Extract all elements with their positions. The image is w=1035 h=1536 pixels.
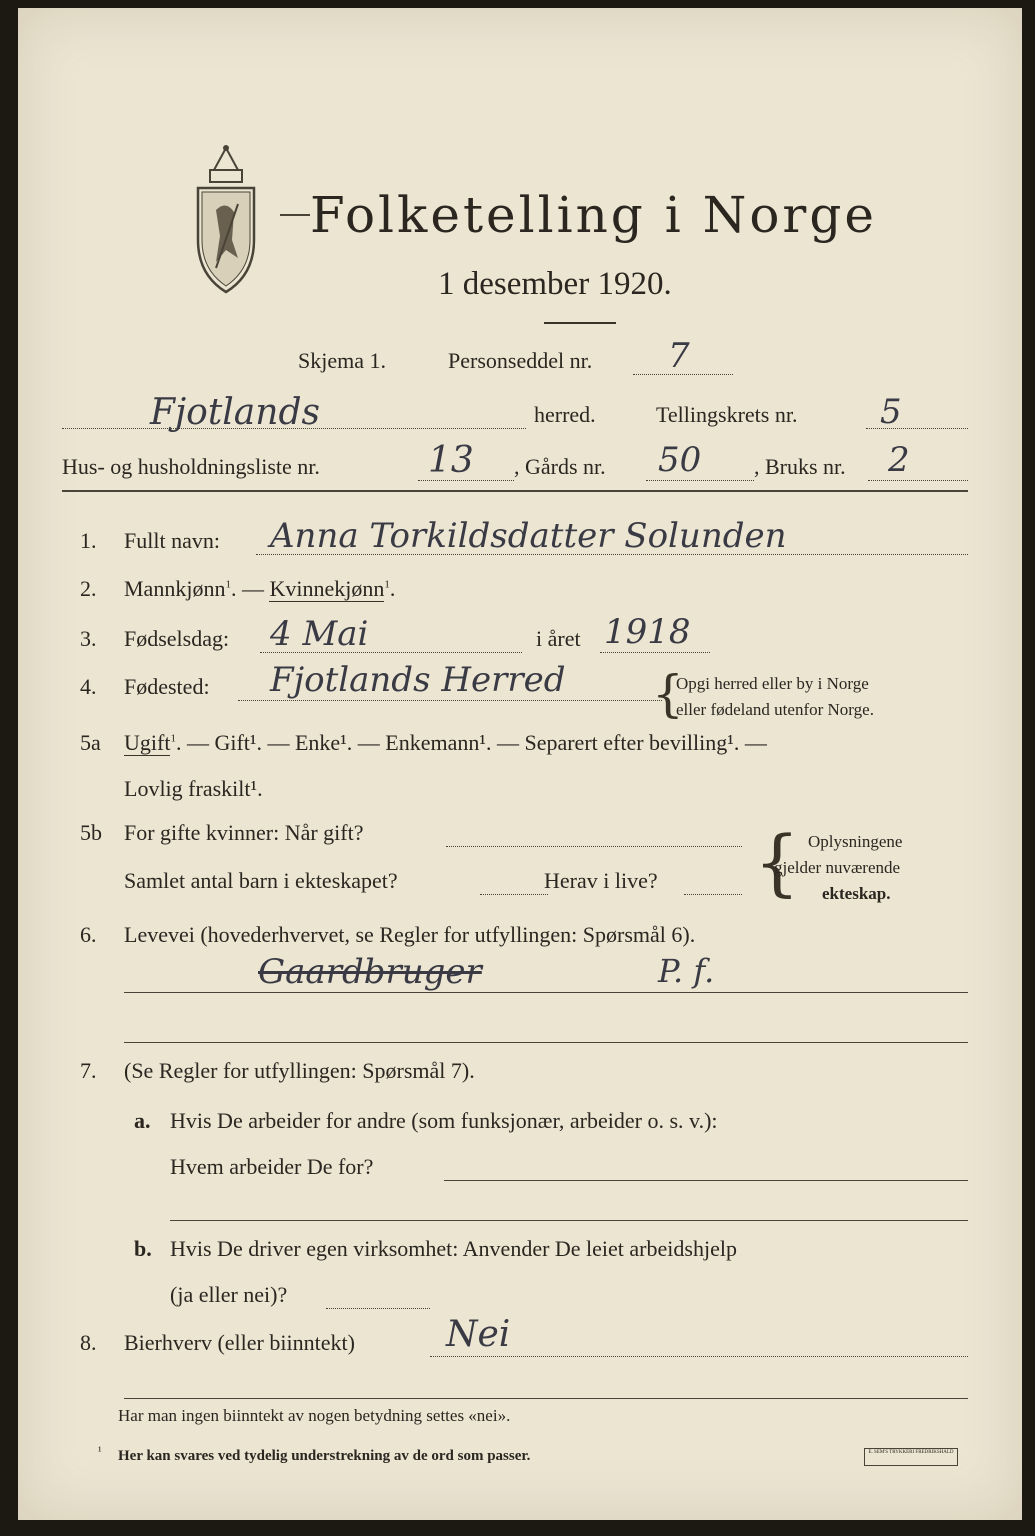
q7a-line-2: [170, 1220, 968, 1221]
q4-line: [238, 700, 662, 701]
q5b-alive-line: [684, 894, 742, 895]
hus-value: 13: [428, 440, 474, 481]
q5b-label-2: Samlet antal barn i ekteskapet?: [124, 868, 398, 893]
q8-line-2: [124, 1398, 968, 1399]
q5b-children-line: [480, 894, 548, 895]
footnote: Her kan svares ved tydelig understrekning av de ord som passer.: [118, 1448, 531, 1464]
q6-number: 6.: [80, 922, 97, 947]
tellingskrets-value: 5: [880, 392, 902, 432]
schema-label: Skjema 1.: [298, 348, 386, 373]
header-rule: [62, 490, 968, 492]
gards-label: , Gårds nr.: [514, 454, 606, 479]
q7-label: (Se Regler for utfyllingen: Spørsmål 7).: [124, 1058, 475, 1083]
q3-year-label: i året: [536, 626, 581, 651]
q5b-number: 5b: [80, 820, 102, 845]
census-form-page: [18, 8, 1022, 1520]
q4-brace: {: [652, 665, 684, 723]
q7b-line: [326, 1308, 430, 1309]
q8-line: [430, 1356, 968, 1357]
q7a-label-2: Hvem arbeider De for?: [170, 1154, 374, 1179]
q6-line-2: [124, 1042, 968, 1043]
q3-number: 3.: [80, 626, 97, 651]
q7a-label: Hvis De arbeider for andre (som funksjonær, arbeider o. s. v.):: [170, 1108, 718, 1133]
q2-options: Mannkjønn$^1$. — Kvinnekjønn$^1$.: [124, 576, 396, 601]
q5b-note-2: gjelder nuværende: [774, 858, 901, 877]
q5a-ugift-selected: Ugift: [124, 730, 171, 755]
bruks-value: 2: [888, 440, 910, 480]
q1-value: Anna Torkildsdatter Solunden: [270, 516, 787, 556]
footnote-number: ¹: [98, 1444, 102, 1458]
q5b-note-1: Oplysningene: [808, 832, 903, 851]
q6-value: Gaardbruger: [258, 952, 482, 992]
q2-number: 2.: [80, 576, 97, 601]
footer-note: Har man ingen biinntekt av nogen betydning settes «nei».: [118, 1406, 511, 1425]
q3-label: Fødselsdag:: [124, 626, 230, 651]
q5a-number: 5a: [80, 730, 101, 755]
q5a-rest: . — Gift¹. — Enke¹. — Enkemann¹. — Separert efter bevilling¹. —: [175, 730, 767, 755]
q7a-number: a.: [134, 1108, 151, 1133]
printer-stamp: E. SEM'S TRYKKERI FREDRIKSHALD: [864, 1448, 958, 1466]
q5b-label-1: For gifte kvinner: Når gift?: [124, 820, 364, 845]
gards-line: [646, 480, 754, 481]
bruks-label: , Bruks nr.: [754, 454, 846, 479]
q8-value: Nei: [446, 1314, 511, 1355]
gards-value: 50: [658, 440, 702, 480]
q7b-label-2: (ja eller nei)?: [170, 1282, 288, 1307]
q8-number: 8.: [80, 1330, 97, 1355]
q5b-brace: {: [754, 820, 800, 904]
q8-label: Bierhverv (eller biinntekt): [124, 1330, 355, 1355]
q4-label: Fødested:: [124, 674, 210, 699]
title-dash: [280, 214, 310, 216]
bruks-line: [868, 480, 968, 481]
q5b-married-line: [446, 846, 742, 847]
q4-value: Fjotlands Herred: [270, 660, 566, 700]
q2-end: .: [389, 576, 396, 601]
personseddel-label: Personseddel nr.: [448, 348, 593, 373]
census-date: 1 desember 1920.: [438, 266, 672, 302]
q2-male: Mannkjønn: [124, 576, 226, 601]
title-divider: [544, 322, 616, 324]
q7-number: 7.: [80, 1058, 97, 1083]
q2-female-selected: Kvinnekjønn: [269, 576, 385, 601]
q5b-note-3: ekteskap.: [822, 884, 891, 903]
q4-note-2: eller fødeland utenfor Norge.: [676, 700, 874, 719]
tellingskrets-label: Tellingskrets nr.: [656, 402, 798, 427]
norwegian-coat-of-arms-icon: [186, 140, 266, 300]
q3-year-line: [600, 652, 710, 653]
q3-year-value: 1918: [604, 612, 691, 652]
q7b-label: Hvis De driver egen virksomhet: Anvender De leiet arbeidshjelp: [170, 1236, 737, 1261]
q1-label: Fullt navn:: [124, 528, 220, 553]
q6-line-1: [124, 992, 968, 993]
form-title: Folketelling i Norge: [310, 186, 877, 244]
q5a-options: Ugift$^1$. — Gift¹. — Enke¹. — Enkemann¹. — Separert efter bevilling¹. —: [124, 730, 767, 755]
q7a-line-1: [444, 1180, 968, 1181]
q2-sep: . —: [230, 576, 270, 601]
personseddel-value: 7: [668, 336, 690, 376]
q4-number: 4.: [80, 674, 97, 699]
q5b-label-3: Herav i live?: [544, 868, 658, 893]
q7b-number: b.: [134, 1236, 152, 1261]
q1-number: 1.: [80, 528, 97, 553]
q6-value-2: P. f.: [658, 952, 715, 990]
q3-value: 4 Mai: [270, 614, 369, 654]
q6-label: Levevei (hovederhvervet, se Regler for utfyllingen: Spørsmål 6).: [124, 922, 696, 947]
herred-label: herred.: [534, 402, 596, 427]
q5a-line2: Lovlig fraskilt¹.: [124, 776, 263, 801]
hus-label: Hus- og husholdningsliste nr.: [62, 454, 320, 479]
q4-note-1: Opgi herred eller by i Norge: [676, 674, 869, 693]
herred-value: Fjotlands: [150, 392, 320, 433]
